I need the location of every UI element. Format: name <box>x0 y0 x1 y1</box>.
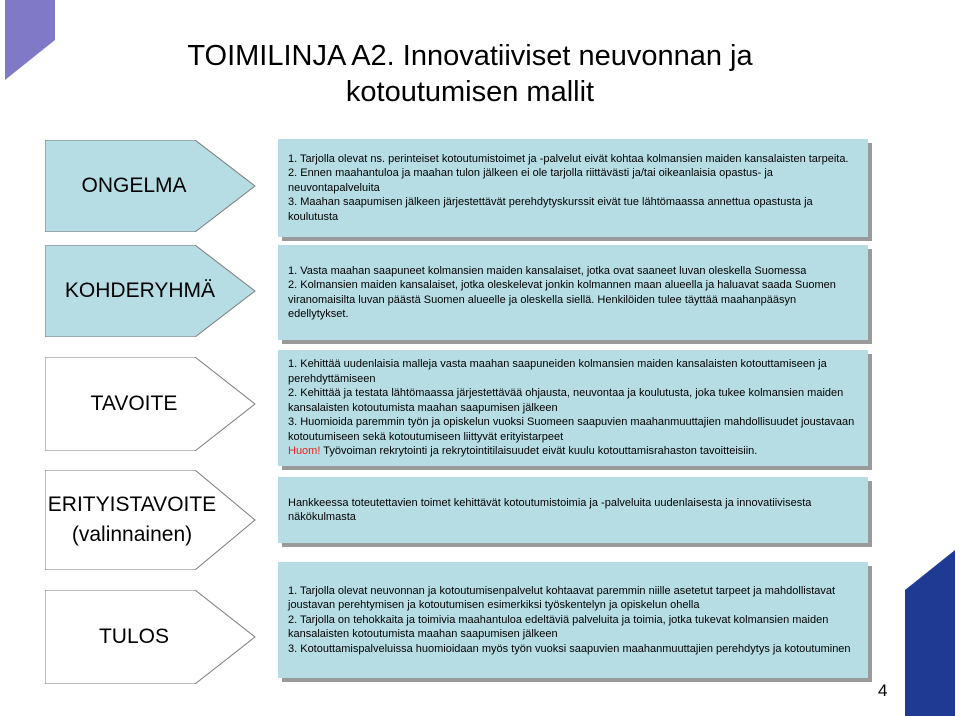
list-item: 3. Kotouttamispalveluissa huomioidaan myös työn vuoksi saapuvien maahanmuuttajien perehdytys ja kotoutuminen <box>288 642 851 655</box>
note-text: Työvoiman rekrytointi ja rekrytointitilaisuudet eivät kuulu kotouttamisrahaston tavoitteisiin. <box>320 445 758 458</box>
label-tavoite-text: TAVOITE <box>90 392 178 415</box>
content-box-erityistavoite <box>278 477 868 543</box>
label-tavoite <box>45 357 260 451</box>
label-tulos-text: TULOS <box>98 625 169 648</box>
list-item: 2. Ennen maahantuloa ja maahan tulon jälkeen ei ole tarjolla riittävästi ja/tai oikeanlaisia opastus- ja neuvontapalveluita <box>288 167 773 194</box>
label-tulos <box>45 590 260 684</box>
content-box-tavoite <box>278 350 868 466</box>
note-line <box>288 444 858 459</box>
corner-decoration-top-left <box>0 0 60 84</box>
label-ongelma <box>45 140 260 232</box>
list-item: 1. Vasta maahan saapuneet kolmansien maiden kansalaiset, jotka ovat saaneet luvan oleskella Suomessa <box>288 264 807 277</box>
label-erityistavoite-main: ERITYISTAVOITE <box>47 493 217 516</box>
list-item: 1. Tarjolla olevat neuvonnan ja kotoutumisenpalvelut kohtaavat paremmin niille asetetut tarpeet ja mahdollistavat joustavan perehtymisen ja kotoutumisen esimerkiksi työskentelyn ja opiskelun ohella <box>288 584 836 612</box>
label-ongelma-text: ONGELMA <box>81 174 187 197</box>
list-item: 1. Tarjolla olevat ns. perinteiset kotoutumistoimet ja -palvelut eivät kohtaa kolmansien maiden kansalaisten tarpeita. <box>288 152 849 165</box>
content-box-tulos <box>278 562 868 678</box>
label-erityistavoite-sub: (valinnainen) <box>71 523 193 546</box>
list-item: 2. Tarjolla on tehokkaita ja toimivia maahantuloa edeltäviä palveluita ja toimia, jotka tukevat kolmansien maiden kansalaisten kotoutumista maahan saapumisen jälkeen <box>288 613 829 641</box>
note-label: Huom! <box>288 445 321 458</box>
label-kohderyhma <box>45 245 260 337</box>
list-item: Hankkeessa toteutettavien toimet kehittävät kotoutumistoimia ja -palveluita uudenlaisesta ja innovatiivisesta näkökulmasta <box>288 496 812 523</box>
page-title: TOIMILINJA A2. Innovatiiviset neuvonnan ja kotoutumisen mallit <box>187 40 753 108</box>
content-box-kohderyhma <box>278 245 868 340</box>
list-item: 1. Kehittää uudenlaisia malleja vasta maahan saapuneiden kolmansien maiden kansalaisten kotouttamiseen ja perehdyttämiseen <box>288 358 827 385</box>
corner-decoration-bottom-right <box>900 550 960 716</box>
list-item: 3. Huomioida paremmin työn ja opiskelun vuoksi Suomeen saapuvien maahanmuuttajien mahdollisuudet joustavaan kotoutumiseen sekä kotoutumiseen liittyvät erityistarpeet <box>288 416 855 443</box>
label-erityistavoite-text <box>37 470 227 570</box>
list-item: 3. Maahan saapumisen jälkeen järjestettävät perehdytyskurssit eivät tue lähtömaassa annettua opastusta ja koulutusta <box>288 196 813 223</box>
label-kohderyhma-text: KOHDERYHMÄ <box>64 279 216 302</box>
label-erityistavoite <box>45 470 260 570</box>
content-box-ongelma <box>278 139 868 237</box>
list-item: 2. Kehittää ja testata lähtömaassa järjestettävää ohjausta, neuvontaa ja koulutusta, joka tukee kolmansien maiden kansalaisten kotoutumista maahan saapumisen jälkeen <box>288 387 844 414</box>
page-number: 4 <box>878 681 888 700</box>
list-item: 2. Kolmansien maiden kansalaiset, jotka oleskelevat jonkin kolmannen maan alueella ja haluavat saada Suomen viranomaisilta luvan päästä Suomen alueelle ja oleskella siellä. Henkilöiden tulee täyttää maahanpääsyn edellytykset. <box>288 279 836 320</box>
